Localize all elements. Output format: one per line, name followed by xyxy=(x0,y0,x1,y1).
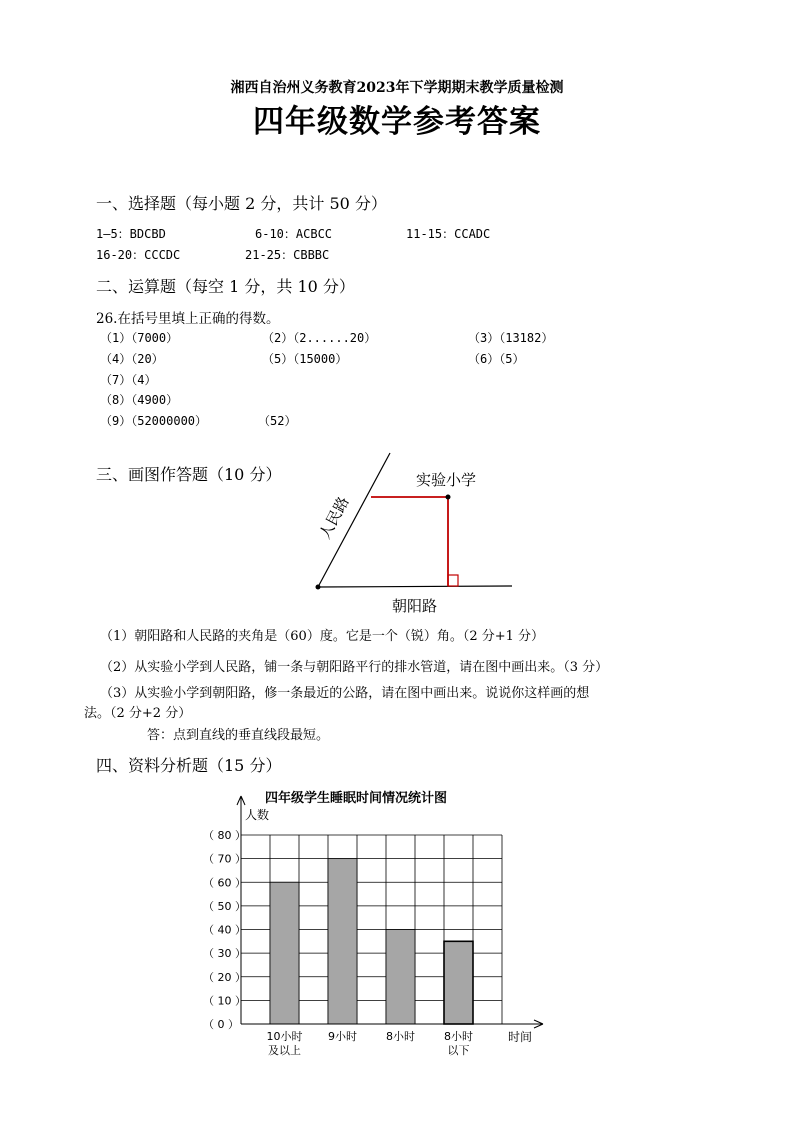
sec3-question-1: （1）朝阳路和人民路的夹角是（60）度。它是一个（锐）角。（2 分+1 分） xyxy=(100,629,545,644)
chaoyang-road-label: 朝阳路 xyxy=(392,597,438,615)
calc-answer-1: （1）（7000） xyxy=(100,331,179,345)
calc-answer-9b: （52） xyxy=(258,414,297,428)
calc-answer-6: （6）（5） xyxy=(468,352,525,366)
right-angle-mark xyxy=(448,575,458,586)
y-tick-label: （ 0 ） xyxy=(203,1018,239,1031)
y-tick-label: （ 70 ） xyxy=(203,852,246,866)
sec3-question-3-line2: 法。（2 分+2 分） xyxy=(84,706,192,721)
section1-heading: 一、选择题（每小题 2 分，共计 50 分） xyxy=(96,194,387,213)
question-26: 26.在括号里填上正确的得数。 xyxy=(96,311,280,327)
x-tick-label: 9小时 xyxy=(328,1030,357,1043)
calc-answer-2: （2）（2......20） xyxy=(262,331,377,345)
y-tick-label: （ 20 ） xyxy=(203,970,246,984)
y-tick-label: （ 50 ） xyxy=(203,899,246,913)
calc-answer-5: （5）（15000） xyxy=(262,352,348,366)
y-tick-label: （ 80 ） xyxy=(203,829,246,842)
school-point xyxy=(446,495,451,500)
renmin-road-label: 人民路 xyxy=(315,493,353,542)
x-tick-label: 及以上 xyxy=(268,1044,301,1057)
y-tick-label: （ 30 ） xyxy=(203,947,246,961)
sec3-answer: 答：点到直线的垂直线段最短。 xyxy=(147,728,330,743)
calc-answer-7: （7）（4） xyxy=(100,373,157,387)
answer-6-10: 6-10：ACBCC xyxy=(255,227,333,241)
page-title: 四年级数学参考答案 xyxy=(253,104,541,140)
sleep-time-chart xyxy=(195,782,555,1072)
answer-21-25: 21-25：CBBBC xyxy=(245,248,330,262)
answer-1-5: 1—5：BDCBD xyxy=(96,227,166,241)
bar-4 xyxy=(444,941,473,1024)
calc-answer-8: （8）（4900） xyxy=(100,393,179,407)
x-tick-label: 10小时 xyxy=(266,1030,303,1043)
y-tick-label: （ 10 ） xyxy=(203,994,246,1008)
bar-2 xyxy=(328,859,357,1024)
bar-1 xyxy=(270,882,299,1024)
y-axis-label: 人数 xyxy=(245,808,270,822)
section4-heading: 四、资料分析题（15 分） xyxy=(96,756,282,775)
y-tick-label: （ 40 ） xyxy=(203,923,246,937)
answer-11-15: 11-15：CCADC xyxy=(406,227,491,241)
x-tick-label: 8小时 xyxy=(444,1030,473,1043)
x-tick-label: 以下 xyxy=(447,1044,470,1057)
x-tick-label: 8小时 xyxy=(386,1030,415,1043)
sec3-question-2: （2）从实验小学到人民路，铺一条与朝阳路平行的排水管道，请在图中画出来。（3 分） xyxy=(100,660,609,675)
vertex-point xyxy=(316,585,321,590)
y-tick-label: （ 60 ） xyxy=(203,876,246,890)
calc-answer-3: （3）（13182） xyxy=(468,331,554,345)
section3-heading: 三、画图作答题（10 分） xyxy=(96,465,282,484)
school-label: 实验小学 xyxy=(416,471,477,489)
bar-3 xyxy=(386,930,415,1025)
section2-heading: 二、运算题（每空 1 分，共 10 分） xyxy=(96,277,355,296)
answer-16-20: 16-20：CCCDC xyxy=(96,248,181,262)
exam-subtitle: 湘西自治州义务教育2023年下学期期末教学质量检测 xyxy=(230,80,564,96)
calc-answer-9: （9）（52000000） xyxy=(100,414,208,428)
sec3-question-3-line1: （3）从实验小学到朝阳路，修一条最近的公路，请在图中画出来。说说你这样画的想 xyxy=(100,686,590,701)
chaoyang-road-line xyxy=(318,586,512,587)
road-diagram xyxy=(300,445,530,625)
chart-title: 四年级学生睡眠时间情况统计图 xyxy=(265,791,448,806)
calc-answer-4: （4）（20） xyxy=(100,352,164,366)
x-axis-label: 时间 xyxy=(508,1030,533,1044)
